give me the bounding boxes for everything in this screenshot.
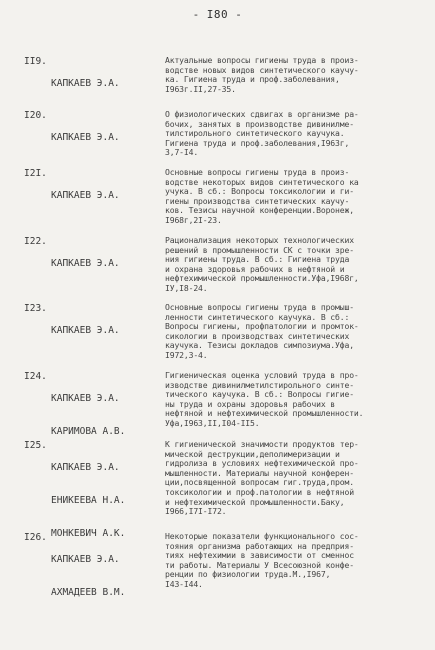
page-number: - I80 - bbox=[192, 8, 243, 21]
text-line: решений в промышленности СК с точки зре- bbox=[165, 245, 354, 255]
text-line: Актуальные вопросы гигиены труда в произ- bbox=[165, 56, 359, 65]
text-line: ны труда и охраны здоровья рабочих в bbox=[165, 399, 336, 409]
text-line: Некоторые показатели функционального сос- bbox=[165, 532, 359, 541]
entry-authors bbox=[51, 56, 120, 111]
text-line: мической деструкции,деполимеризации и bbox=[165, 449, 340, 459]
text-line: и охрана здоровья рабочих в нефтяной и bbox=[165, 264, 345, 274]
entry-number: I25. bbox=[24, 440, 47, 451]
text-line: 3,7-I4. bbox=[165, 148, 199, 158]
text-line: IУ,I8-24. bbox=[165, 283, 208, 293]
entry-authors bbox=[51, 532, 125, 620]
text-line: I968г,2I-23. bbox=[165, 215, 222, 225]
text-line: и нефтехимической промышленности.Баку, bbox=[165, 497, 345, 507]
entry-text bbox=[165, 532, 427, 590]
text-line: Основные вопросы гигиены труда в произ- bbox=[165, 168, 350, 177]
author-name: АХМАДЕЕВ В.М. bbox=[51, 587, 126, 598]
author-name: КАПКАЕВ Э.А. bbox=[51, 462, 120, 473]
entry-text bbox=[165, 110, 427, 158]
entry-text bbox=[165, 440, 427, 517]
entry-number: I20. bbox=[24, 110, 47, 121]
text-line: тического каучука. В сб.: Вопросы гигие- bbox=[165, 390, 354, 400]
text-line: водстве новых видов синтетического каучу- bbox=[165, 65, 359, 75]
author-name: КАПКАЕВ Э.А. bbox=[51, 554, 120, 565]
text-line: токсикологии и проф.патологии в нефтяной bbox=[165, 487, 354, 497]
text-line: Основные вопросы гигиены труда в промыш- bbox=[165, 303, 354, 312]
text-line: I43-I44. bbox=[165, 579, 203, 589]
author-name: КАПКАЕВ Э.А. bbox=[51, 132, 120, 143]
text-line: ти работы. Материалы У Всесоюзной конфе- bbox=[165, 560, 354, 570]
entry-number: I23. bbox=[24, 303, 47, 314]
author-name: КАПКАЕВ Э.А. bbox=[51, 325, 120, 336]
entry-authors bbox=[51, 168, 120, 223]
text-line: сикологии в производствах синтетических bbox=[165, 331, 350, 341]
text-line: мышленности. Материалы научной конферен- bbox=[165, 468, 354, 478]
text-line: тиях нефтехимии в зависимости от сменнос bbox=[165, 551, 354, 561]
entry-text bbox=[165, 303, 427, 361]
text-line: Гигиеническая оценка условий труда в про- bbox=[165, 371, 359, 380]
text-line: гидролиза в условиях нефтехимической про- bbox=[165, 459, 359, 469]
entry-number: I26. bbox=[24, 532, 47, 543]
text-line: Гигиена труда и проф.заболевания,I963г, bbox=[165, 138, 350, 148]
author-name: КАПКАЕВ Э.А. bbox=[51, 393, 120, 404]
entry-text bbox=[165, 56, 427, 94]
text-line: ции,посвященной вопросам гиг.труда,пром. bbox=[165, 478, 354, 488]
author-name: ЕНИКЕЕВА Н.А. bbox=[51, 495, 126, 506]
text-line: изводстве дивинилметилстирольного синте- bbox=[165, 380, 354, 390]
entry-number: I2I. bbox=[24, 168, 47, 179]
entry-text bbox=[165, 371, 427, 429]
entry-number: I24. bbox=[24, 371, 47, 382]
text-line: гиены производства синтетических каучу- bbox=[165, 196, 350, 206]
text-line: нефтяной и нефтехимической промышленности. bbox=[165, 409, 364, 419]
author-name: КАПКАЕВ Э.А. bbox=[51, 258, 120, 269]
text-line: О физиологических сдвигах в организме ра- bbox=[165, 110, 359, 119]
text-line: каучука. Тезисы докладов симпозиума.Уфа, bbox=[165, 341, 354, 351]
text-line: Уфа,I963,II,I04-II5. bbox=[165, 418, 260, 428]
entry-authors bbox=[51, 110, 120, 165]
text-line: I963г.II,27-35. bbox=[165, 84, 236, 94]
entry-number: II9. bbox=[24, 56, 47, 67]
entry-text bbox=[165, 236, 427, 294]
text-line: ренции по физиологии труда.М.,I967, bbox=[165, 570, 331, 580]
text-line: тилстирольного синтетического каучука. bbox=[165, 129, 345, 139]
text-line: водстве некоторых видов синтетического ка bbox=[165, 177, 359, 187]
text-line: К гигиенической значимости продуктов тер- bbox=[165, 440, 359, 449]
entry-authors bbox=[51, 303, 120, 358]
text-line: I966,I7I-I72. bbox=[165, 507, 227, 517]
text-line: учука. В сб.: Вопросы токсикологии и ги- bbox=[165, 187, 354, 197]
entry-text bbox=[165, 168, 427, 226]
text-line: ка. Гигиена труда и проф.заболевания, bbox=[165, 75, 340, 85]
author-name: КАРИМОВА А.В. bbox=[51, 426, 126, 437]
text-line: I972,3-4. bbox=[165, 350, 208, 360]
author-name: МОНКЕВИЧ А.К. bbox=[51, 528, 126, 539]
author-name: КАПКАЕВ Э.А. bbox=[51, 78, 120, 89]
text-line: Рационализация некоторых технологических bbox=[165, 236, 354, 245]
text-line: ков. Тезисы научной конференции.Воронеж, bbox=[165, 206, 354, 216]
author-name: КАПКАЕВ Э.А. bbox=[51, 190, 120, 201]
text-line: тояния организма работающих на предприя- bbox=[165, 541, 354, 551]
text-line: нефтехимической промышленности.Уфа,I968г, bbox=[165, 274, 359, 284]
text-line: ленности синтетического каучука. В сб.: bbox=[165, 312, 350, 322]
text-line: бочих, занятых в производстве дивинилме- bbox=[165, 119, 354, 129]
entry-authors bbox=[51, 236, 120, 291]
text-line: ния гигиены труда. В сб.: Гигиена труда bbox=[165, 255, 350, 265]
entry-number: I22. bbox=[24, 236, 47, 247]
text-line: Вопросы гигиены, профпатологии и промток- bbox=[165, 322, 359, 332]
